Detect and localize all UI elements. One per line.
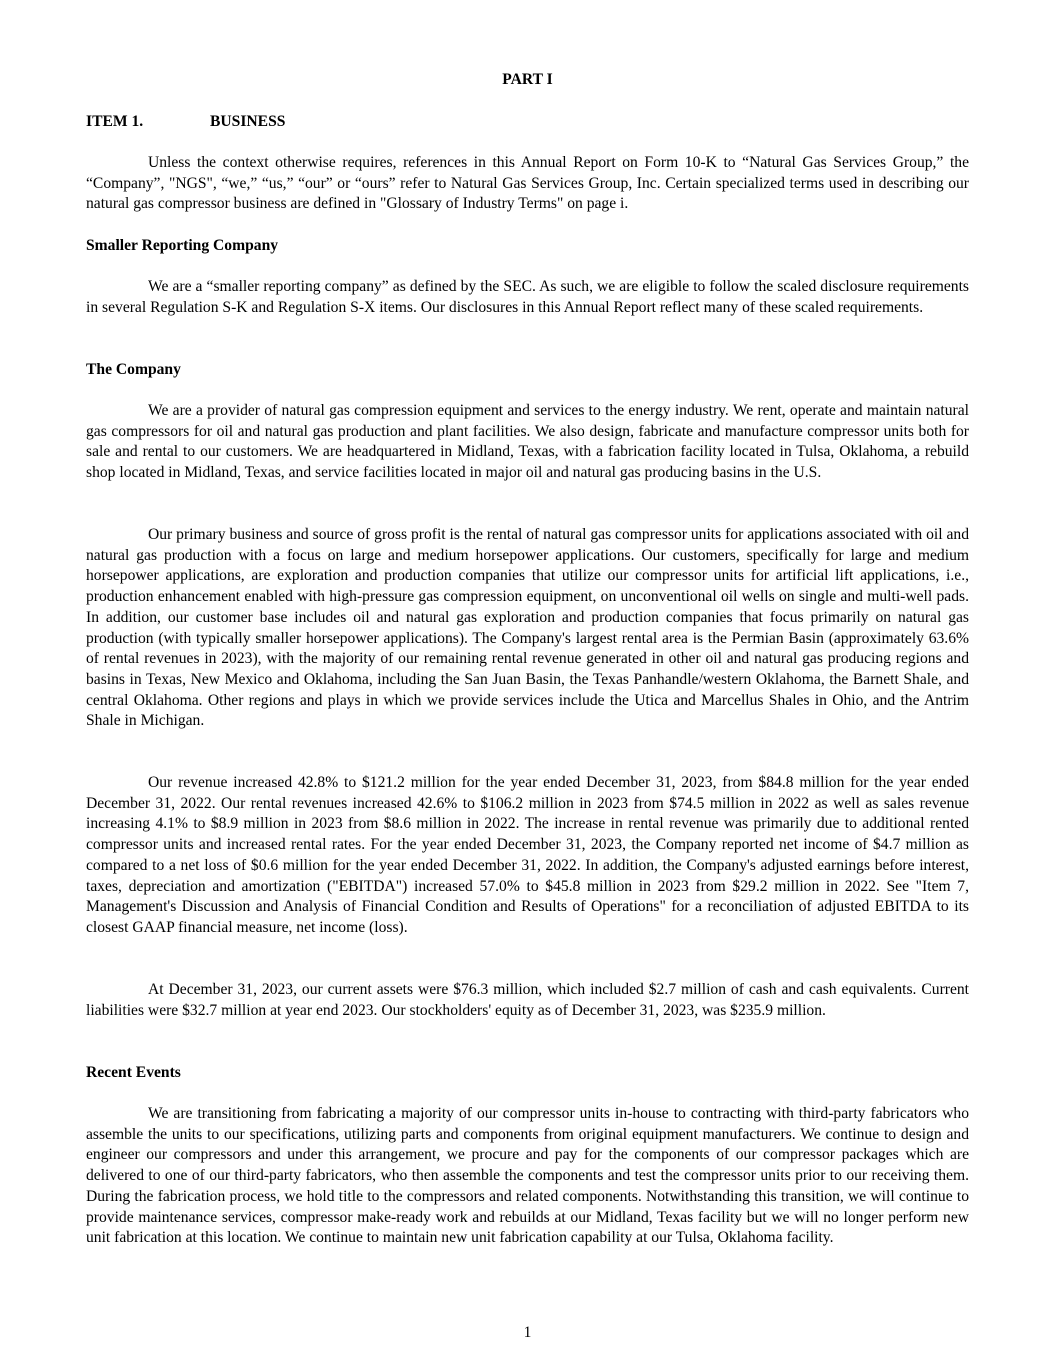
item-number: ITEM 1.: [86, 113, 144, 130]
balance-sheet-paragraph: At December 31, 2023, our current assets were $76.3 million, which included $2.7 million of cash and cash equivalents. Current liabilities were $32.7 million at year end 2023. Our stockholders' equity as of December 31, 2023, was $235.9 million.: [86, 981, 969, 1019]
revenue-paragraph: Our revenue increased 42.8% to $121.2 million for the year ended December 31, 2023, from $84.8 million for the year ended December 31, 2022. Our rental revenues increased 42.6% to $106.2 million in 2023 from $74.5 million in 2022 as well as sales revenue increasing 4.1% to $8.9 million in 2023 from $8.6 million in 2022. The increase in rental revenue was primarily due to additional rented compressor units and increased rental rates. For the year ended December 31, 2023, the Company reported net income of $4.7 million as compared to a net loss of $0.6 million for the year ended December 31, 2022. In addition, the Company's adjusted earnings before interest, taxes, depreciation and amortization ("EBITDA") increased 57.0% to $45.8 million in 2023 from $29.2 million in 2022. See "Item 7, Management's Discussion and Analysis of Financial Condition and Results of Operations" for a reconciliation of adjusted EBITDA to its closest GAAP financial measure, net income (loss).: [86, 774, 969, 936]
recent-events-heading: Recent Events: [86, 1064, 181, 1081]
primary-business-paragraph: Our primary business and source of gross profit is the rental of natural gas compressor units for applications associated with oil and natural gas production with a focus on large and medium horsepower applications. Our customers, specifically for large and medium horsepower applications, are exploration and production companies that utilize our compressor units for artificial lift applications, i.e., production enhancement enabled with high-pressure gas compression equipment, on unconventional oil wells on single and multi-well pads. In addition, our customer base includes oil and natural gas exploration and production companies that focus primarily on natural gas production (with typically smaller horsepower applications). The Company's largest rental area is the Permian Basin (approximately 63.6% of rental revenues in 2023), with the majority of our remaining rental revenue generated in other oil and natural gas producing regions and basins in Texas, New Mexico and Oklahoma, including the San Juan Basin, the Texas Panhandle/western Oklahoma, the Barnett Shale, and central Oklahoma. Other regions and plays in which we provide services include the Utica and Marcellus Shales in Ohio, and the Antrim Shale in Michigan.: [86, 526, 969, 730]
item-heading: [86, 112, 285, 133]
recent-events-paragraph: We are transitioning from fabricating a majority of our compressor units in-house to contracting with third-party fabricators who assemble the units to our specifications, utilizing parts and components from original equipment manufacturers. We continue to design and engineer our compressors and under this arrangement, we procure and pay for the components of our compressor packages which are delivered to one of our third-party fabricators, who then assemble the components and test the compressor units prior to our receiving them. During the fabrication process, we hold title to the compressors and related components. Notwithstanding this transition, we will continue to provide maintenance services, compressor make-ready work and rebuilds at our Midland, Texas facility but we will no longer perform new unit fabrication at this location. We continue to maintain new unit fabrication capability at our Tulsa, Oklahoma facility.: [86, 1105, 969, 1247]
part-title: PART I: [502, 71, 553, 88]
company-overview-paragraph: We are a provider of natural gas compression equipment and services to the energy industry. We rent, operate and maintain natural gas compressors for oil and natural gas production and plant facilities. We also design, fabricate and manufacture compressor units both for sale and rental to our customers. We are headquartered in Midland, Texas, with a fabrication facility located in Tulsa, Oklahoma, a rebuild shop located in Midland, Texas, and service facilities located in major oil and natural gas producing basins in the U.S.: [86, 402, 969, 482]
intro-paragraph: Unless the context otherwise requires, references in this Annual Report on Form 10-K to “Natural Gas Services Group,” the “Company”, "NGS", “we,” “us,” “our” or “ours” refer to Natural Gas Services Group, Inc. Certain specialized terms used in describing our natural gas compressor business are defined in "Glossary of Industry Terms" on page i.: [86, 154, 969, 213]
smaller-reporting-heading: Smaller Reporting Company: [86, 237, 279, 254]
smaller-reporting-paragraph: We are a “smaller reporting company” as defined by the SEC. As such, we are eligible to follow the scaled disclosure requirements in several Regulation S-K and Regulation S-X items. Our disclosures in this Annual Report reflect many of these scaled requirements.: [86, 278, 969, 316]
page-number: 1: [523, 1324, 532, 1341]
item-title: BUSINESS: [210, 113, 286, 130]
the-company-heading: The Company: [86, 361, 181, 378]
